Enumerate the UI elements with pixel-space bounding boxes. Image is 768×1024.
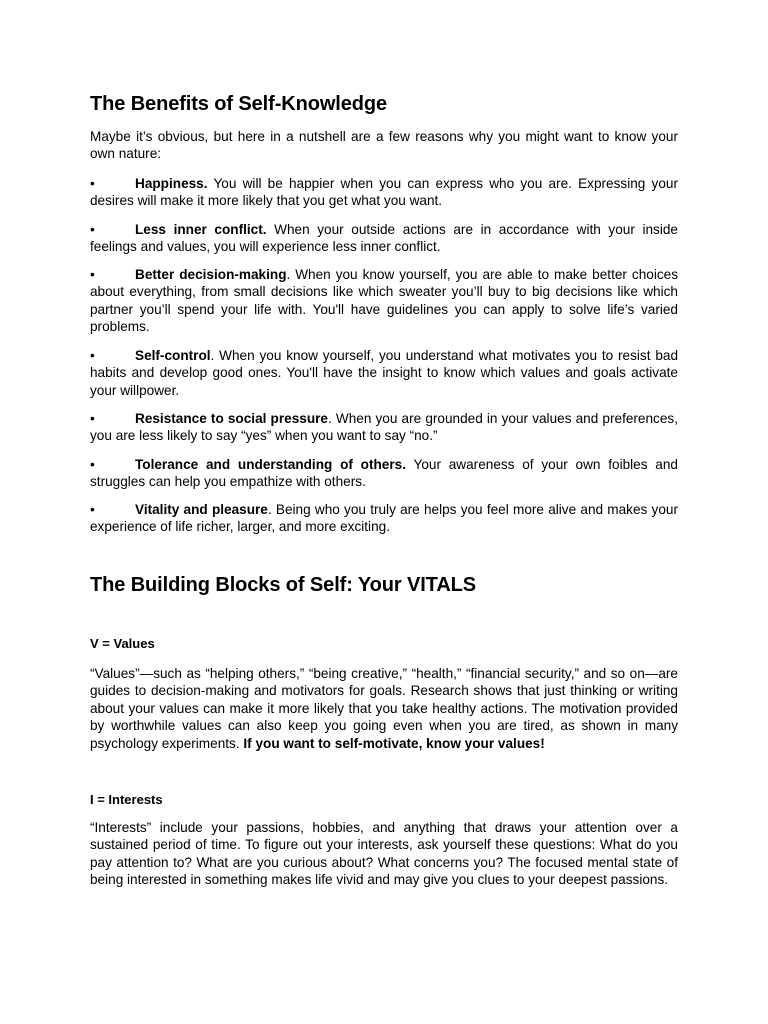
values-emphasis: If you want to self-motivate, know your values!	[243, 735, 545, 751]
bullet-text: . Being who you truly are helps you feel more alive and makes your experience of life richer, larger, and more exciting.	[90, 502, 679, 535]
interests-text: “Interests” include your passions, hobbies, and anything that draws your attention over a sustained period of time. To figure out your interests, ask yourself these questions: What do you pay attention to? What are you curious about? What concerns you? The focused mental state of being interested in something makes life vivid and may give you clues to your deepest passions.	[90, 820, 678, 888]
bullet-marker: •	[90, 457, 95, 472]
bullet-marker: •	[90, 176, 95, 191]
bullet-term: Tolerance and understanding of others.	[135, 457, 406, 472]
bullet-item	[90, 456, 678, 491]
bullet-text: Your awareness of your own foibles and struggles can help you empathize with others.	[90, 457, 678, 490]
bullet-item	[90, 501, 678, 536]
values-text: “Values”—such as “helping others,” “being creative,” “health,” “financial security,” and so on—are guides to decision-making and motivators for goals. Research shows that just thinking or writing about your values can make it more likely that you take healthy actions. The motivation provided by worthwhile values can also keep you going even when you are tired, as shown in many psychology experiments.	[90, 666, 678, 751]
subheading-values: V = Values	[90, 636, 155, 651]
bullet-item	[90, 175, 678, 210]
bullet-term: Better decision-making	[135, 267, 287, 282]
bullet-marker: •	[90, 267, 95, 282]
subheading-interests: I = Interests	[90, 792, 163, 807]
values-paragraph	[90, 665, 678, 752]
bullet-term: Self-control	[135, 348, 211, 363]
bullet-marker: •	[90, 502, 95, 517]
bullet-marker: •	[90, 348, 95, 363]
bullet-item	[90, 347, 678, 399]
section-heading-vitals: The Building Blocks of Self: Your VITALS	[90, 574, 477, 596]
intro-text: Maybe it’s obvious, but here in a nutshell are a few reasons why you might want to know your own nature:	[90, 129, 678, 162]
bullet-item	[90, 410, 678, 445]
bullet-item	[90, 266, 678, 336]
bullet-item	[90, 221, 678, 256]
section-heading-benefits: The Benefits of Self-Knowledge	[90, 93, 388, 115]
bullet-marker: •	[90, 411, 95, 426]
bullet-marker: •	[90, 222, 95, 237]
intro-paragraph	[90, 128, 678, 163]
bullet-text: You will be happier when you can express who you are. Expressing your desires will make it more likely that you get what you want.	[90, 176, 678, 209]
bullet-text: . When you know yourself, you are able to make better choices about everything, from small decisions like which sweater you’ll buy to big decisions like which partner you’ll spend your life with. You'll have guidelines you can apply to solve life’s varied problems.	[90, 267, 678, 335]
bullet-text: . When you know yourself, you understand what motivates you to resist bad habits and develop good ones. You'll have the insight to know which values and goals activate your willpower.	[90, 348, 678, 398]
bullet-text: . When you are grounded in your values and preferences, you are less likely to say “yes” when you want to say “no.”	[90, 411, 678, 444]
interests-paragraph	[90, 819, 678, 889]
bullet-text: When your outside actions are in accordance with your inside feelings and values, you will experience less inner conflict.	[90, 222, 678, 255]
bullet-term: Resistance to social pressure	[135, 411, 328, 426]
bullet-term: Less inner conflict.	[135, 222, 267, 237]
bullet-term: Vitality and pleasure	[135, 502, 268, 517]
bullet-term: Happiness.	[135, 176, 208, 191]
